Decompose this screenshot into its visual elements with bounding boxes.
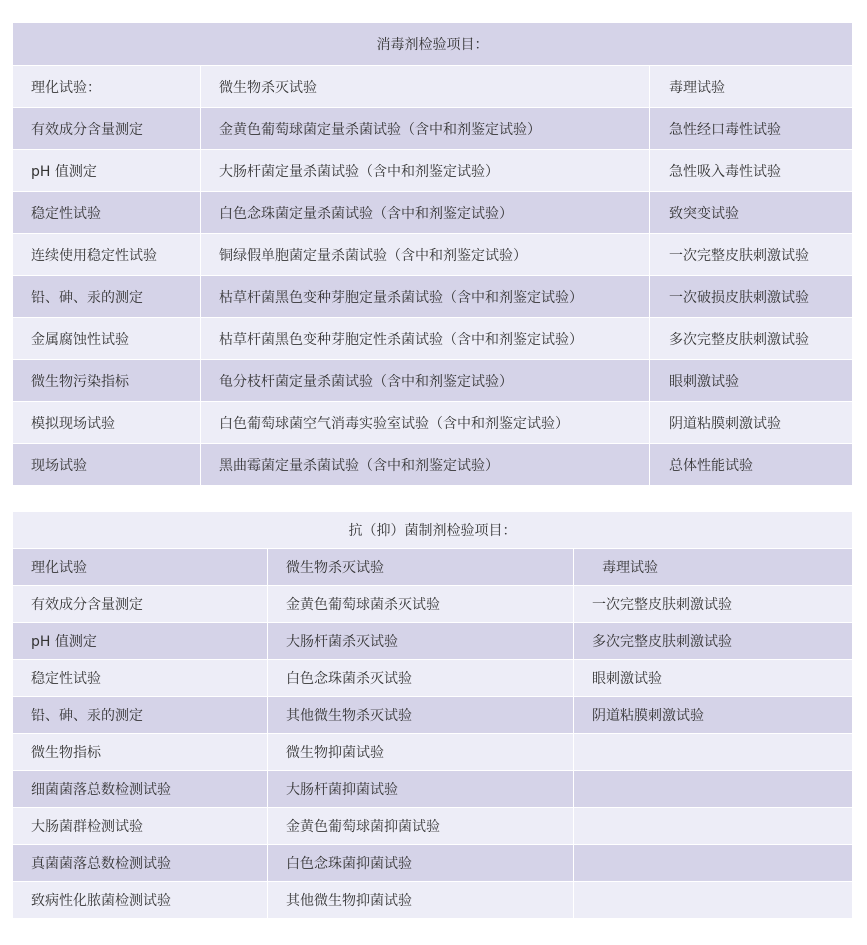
table-row xyxy=(13,808,853,845)
header-microbial: 微生物杀灭试验 xyxy=(268,549,574,586)
table-row xyxy=(13,318,853,360)
cell-toxicology: 一次完整皮肤刺激试验 xyxy=(574,586,853,623)
table-row xyxy=(13,882,853,919)
cell-toxicology: 阴道粘膜刺激试验 xyxy=(650,402,853,444)
cell-toxicology: 致突变试验 xyxy=(650,192,853,234)
cell-microbial: 金黄色葡萄球菌定量杀菌试验（含中和剂鉴定试验） xyxy=(201,108,650,150)
cell-toxicology: 一次破损皮肤刺激试验 xyxy=(650,276,853,318)
cell-physchem: pH 值测定 xyxy=(13,150,201,192)
header-physchem: 理化试验 xyxy=(13,549,268,586)
table-row xyxy=(13,697,853,734)
cell-physchem: 连续使用稳定性试验 xyxy=(13,234,201,276)
table-row xyxy=(13,845,853,882)
cell-microbial: 白色念珠菌抑菌试验 xyxy=(268,845,574,882)
cell-microbial: 大肠杆菌抑菌试验 xyxy=(268,771,574,808)
table-row xyxy=(13,150,853,192)
cell-physchem: 致病性化脓菌检测试验 xyxy=(13,882,268,919)
disinfectant-title: 消毒剂检验项目： xyxy=(13,23,853,66)
header-toxicology: 毒理试验 xyxy=(574,549,853,586)
cell-microbial: 白色念珠菌杀灭试验 xyxy=(268,660,574,697)
cell-microbial: 金黄色葡萄球菌抑菌试验 xyxy=(268,808,574,845)
cell-microbial: 白色念珠菌定量杀菌试验（含中和剂鉴定试验） xyxy=(201,192,650,234)
table-title-row xyxy=(13,23,853,66)
antibacterial-title: 抗（抑）菌制剂检验项目： xyxy=(13,512,853,549)
cell-physchem: 有效成分含量测定 xyxy=(13,586,268,623)
cell-physchem: 金属腐蚀性试验 xyxy=(13,318,201,360)
cell-microbial: 大肠杆菌杀灭试验 xyxy=(268,623,574,660)
header-physchem: 理化试验： xyxy=(13,66,201,108)
cell-microbial: 枯草杆菌黑色变种芽胞定性杀菌试验（含中和剂鉴定试验） xyxy=(201,318,650,360)
cell-toxicology: 一次完整皮肤刺激试验 xyxy=(650,234,853,276)
cell-toxicology: 多次完整皮肤刺激试验 xyxy=(574,623,853,660)
cell-toxicology: 总体性能试验 xyxy=(650,444,853,486)
cell-microbial: 金黄色葡萄球菌杀灭试验 xyxy=(268,586,574,623)
cell-physchem: 铅、砷、汞的测定 xyxy=(13,276,201,318)
header-microbial: 微生物杀灭试验 xyxy=(201,66,650,108)
table-row xyxy=(13,734,853,771)
cell-physchem: 微生物污染指标 xyxy=(13,360,201,402)
cell-toxicology xyxy=(574,734,853,771)
cell-microbial: 其他微生物抑菌试验 xyxy=(268,882,574,919)
cell-microbial: 其他微生物杀灭试验 xyxy=(268,697,574,734)
table-header-row xyxy=(13,549,853,586)
table-row xyxy=(13,660,853,697)
table-header-row xyxy=(13,66,853,108)
cell-microbial: 微生物抑菌试验 xyxy=(268,734,574,771)
cell-microbial: 白色葡萄球菌空气消毒实验室试验（含中和剂鉴定试验） xyxy=(201,402,650,444)
table-row xyxy=(13,623,853,660)
cell-physchem: 细菌菌落总数检测试验 xyxy=(13,771,268,808)
table-row xyxy=(13,402,853,444)
header-toxicology: 毒理试验 xyxy=(650,66,853,108)
cell-toxicology xyxy=(574,808,853,845)
table-row xyxy=(13,234,853,276)
cell-physchem: 稳定性试验 xyxy=(13,192,201,234)
cell-microbial: 龟分枝杆菌定量杀菌试验（含中和剂鉴定试验） xyxy=(201,360,650,402)
cell-physchem: 微生物指标 xyxy=(13,734,268,771)
cell-physchem: 现场试验 xyxy=(13,444,201,486)
cell-toxicology: 眼刺激试验 xyxy=(650,360,853,402)
cell-toxicology: 急性经口毒性试验 xyxy=(650,108,853,150)
cell-microbial: 黑曲霉菌定量杀菌试验（含中和剂鉴定试验） xyxy=(201,444,650,486)
table-row xyxy=(13,276,853,318)
cell-toxicology: 阴道粘膜刺激试验 xyxy=(574,697,853,734)
disinfectant-table xyxy=(12,22,853,486)
antibacterial-table xyxy=(12,511,853,919)
cell-toxicology: 眼刺激试验 xyxy=(574,660,853,697)
cell-microbial: 铜绿假单胞菌定量杀菌试验（含中和剂鉴定试验） xyxy=(201,234,650,276)
cell-physchem: 有效成分含量测定 xyxy=(13,108,201,150)
cell-microbial: 大肠杆菌定量杀菌试验（含中和剂鉴定试验） xyxy=(201,150,650,192)
cell-microbial: 枯草杆菌黑色变种芽胞定量杀菌试验（含中和剂鉴定试验） xyxy=(201,276,650,318)
table-row xyxy=(13,192,853,234)
cell-physchem: 铅、砷、汞的测定 xyxy=(13,697,268,734)
table-row xyxy=(13,108,853,150)
table-title-row xyxy=(13,512,853,549)
cell-toxicology xyxy=(574,771,853,808)
cell-physchem: 稳定性试验 xyxy=(13,660,268,697)
cell-toxicology xyxy=(574,882,853,919)
cell-physchem: 模拟现场试验 xyxy=(13,402,201,444)
cell-physchem: 大肠菌群检测试验 xyxy=(13,808,268,845)
table-row xyxy=(13,771,853,808)
cell-toxicology: 急性吸入毒性试验 xyxy=(650,150,853,192)
cell-toxicology xyxy=(574,845,853,882)
table-row xyxy=(13,360,853,402)
cell-toxicology: 多次完整皮肤刺激试验 xyxy=(650,318,853,360)
cell-physchem: 真菌菌落总数检测试验 xyxy=(13,845,268,882)
table-row xyxy=(13,444,853,486)
cell-physchem: pH 值测定 xyxy=(13,623,268,660)
table-row xyxy=(13,586,853,623)
